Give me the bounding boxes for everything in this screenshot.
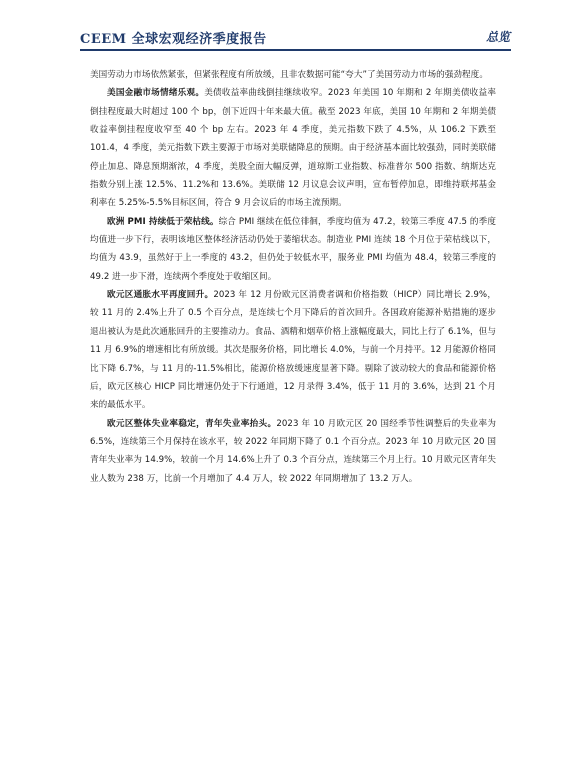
page-header <box>80 26 510 48</box>
report-title: CEEM 全球宏观经济季度报告 <box>80 32 267 47</box>
paragraph-labor-market <box>90 66 496 84</box>
paragraph-financial-markets <box>90 84 496 212</box>
paragraph-text: 2023 年 10 月欧元区 20 国经季节性调整后的失业率为 6.5%，连续第三个月保持在该水平，较 2022 年同期下降了 0.1 个百分点。2023 年 10 月欧元区 20 国青年失业率为 14.9%，较前一个月 14.6%上升了 0.3 个百分点，连续第三个月上行。10 月欧元区青年失业人数为 238 万，比前一个月增加了 4.4 万人，较 2022 年同期增加了 13.2 万人。 <box>90 418 496 484</box>
paragraph-euro-pmi <box>90 213 496 286</box>
paragraph-euro-inflation <box>90 286 496 414</box>
paragraph-text: 美债收益率曲线倒挂继续收窄。2023 年美国 10 年期和 2 年期美债收益率倒挂程度最大时超过 100 个 bp，创下近四十年来最大值。截至 2023 年底，美国 10 年期和 2 年期美债收益率倒挂程度收窄至 40 个 bp 左右。2023 年 4 季度，美元指数下跌了 4.5%，从 106.2 下跌至 101.4，4 季度，美元指数下跌主要源于市场对美联储降息的预期。由于经济基本面比较强劲，同时美联储停止加息、降息预期渐浓，4 季度，美股全面大幅反弹，道琼斯工业指数、标准普尔 500 指数、纳斯达克指数分别上涨 12.5%、11.2%和 13.6%。美联储 12 月议息会议声明，宣布暂停加息，即维持联邦基金利率在 5.25%-5.5%目标区间，符合 9 月会议后的市场主流预期。 <box>90 88 496 209</box>
paragraph-text: 美国劳动力市场依然紧张，但紧张程度有所放缓，且非农数据可能“夸大”了美国劳动力市场的强劲程度。 <box>90 70 488 80</box>
report-body <box>90 66 496 488</box>
paragraph-euro-unemployment <box>90 415 496 488</box>
paragraph-text: 2023 年 12 月份欧元区消费者调和价格指数（HICP）同比增长 2.9%，较 11 月的 2.4%上升了 0.5 个百分点，是连续七个月下降后的首次回升。各国政府能源补贴措施的逐步退出被认为是此次通胀回升的主要推动力。食品、酒精和烟草价格上涨幅度最大，同比上行了 6.1%，但与 11 月 6.9%的增速相比有所放缓。其次是服务价格，同比增长 4.0%，与前一个月持平。12 月能源价格同比下降 6.7%，与 11 月的-11.5%相比，能源价格放缓速度显著下降。剔除了波动较大的食品和能源价格后，欧元区核心 HICP 同比增速仍处于下行通道，12 月录得 3.4%，低于 11 月的 3.6%，达到 21 个月来的最低水平。 <box>90 290 496 411</box>
paragraph-text: 综合 PMI 继续在低位徘徊，季度均值为 47.2，较第三季度 47.5 的季度均值进一步下行，表明该地区整体经济活动仍处于萎缩状态。制造业 PMI 连续 18 个月位于荣枯线以下，均值为 43.9，虽然好于上一季度的 43.2，但仍处于较低水平，服务业 PMI 均值为 48.4，较第三季度的 49.2 进一步下滑，连续两个季度处于收缩区间。 <box>90 216 496 282</box>
header-divider <box>80 49 511 51</box>
section-label: 总览 <box>485 30 510 44</box>
paragraph-lead: 欧元区通胀水平再度回升。 <box>107 290 214 301</box>
paragraph-lead: 美国金融市场情绪乐观。 <box>107 88 205 99</box>
paragraph-lead: 欧元区整体失业率稳定，青年失业率抬头。 <box>107 418 277 429</box>
paragraph-lead: 欧洲 PMI 持续低于荣枯线。 <box>107 216 219 227</box>
